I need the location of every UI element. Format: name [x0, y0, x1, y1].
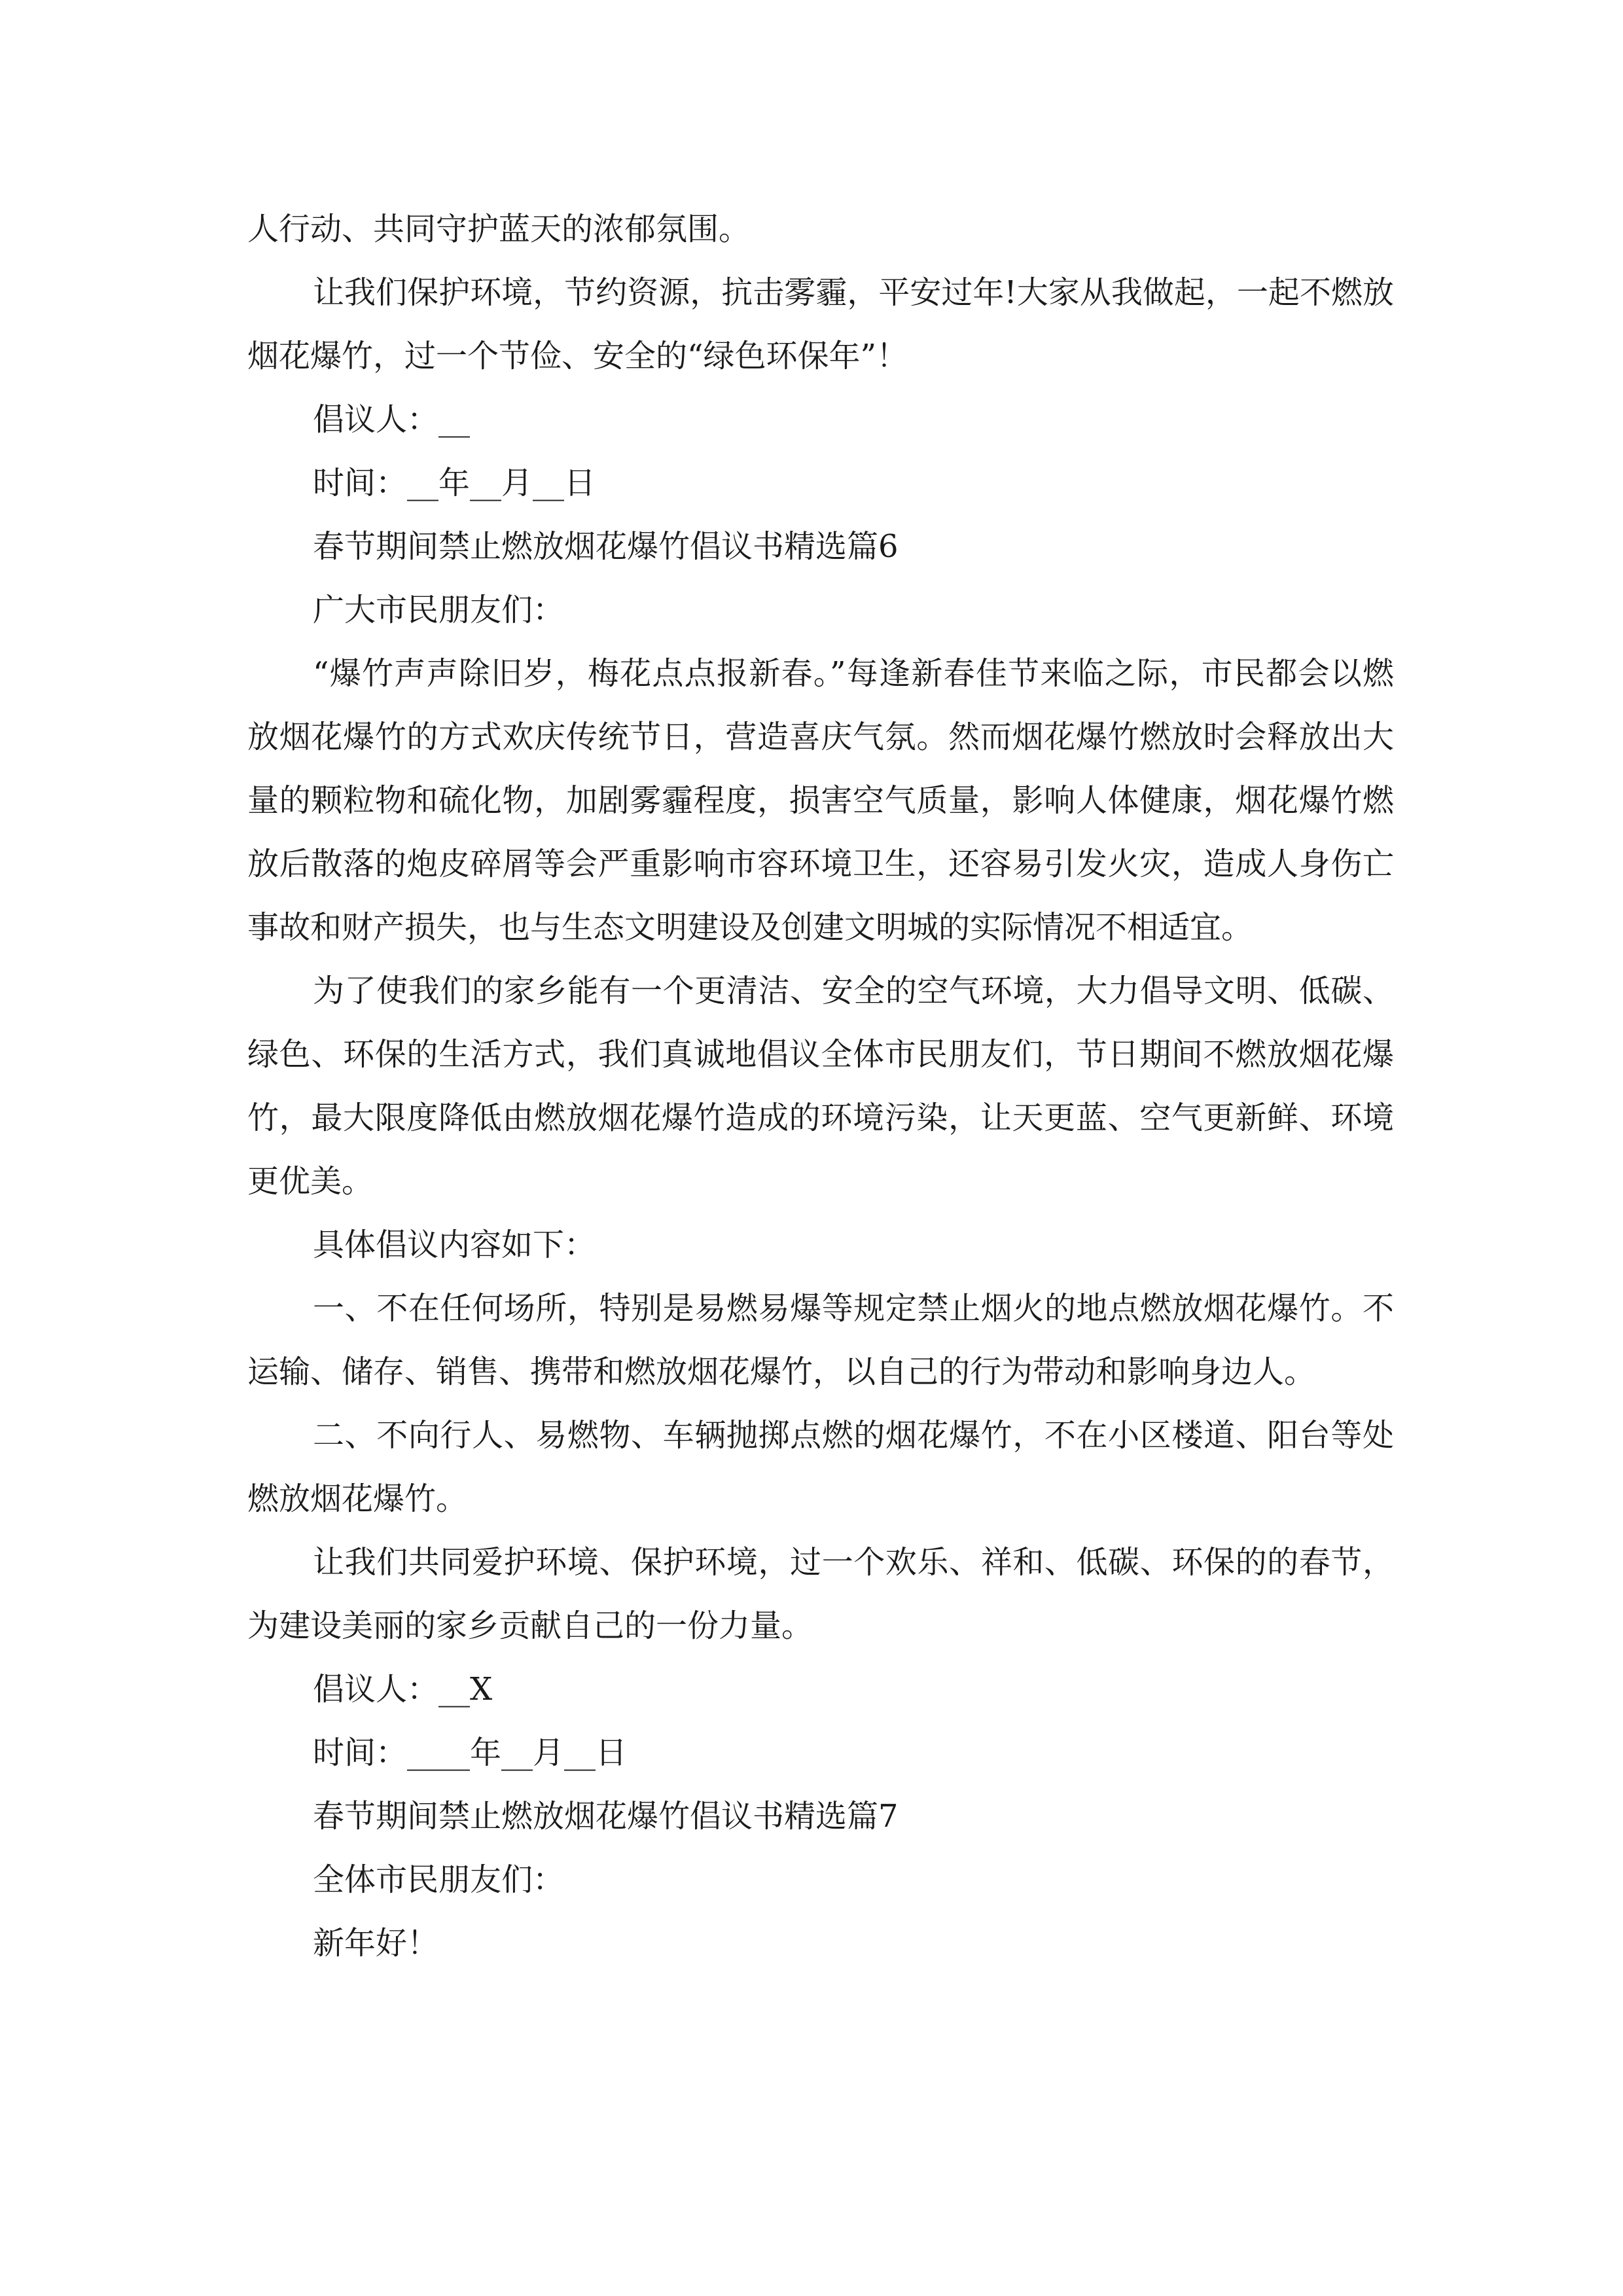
salutation-2: 全体市民朋友们：	[313, 1861, 565, 1898]
paragraph-closing-appeal: 让我们保护环境，节约资源，抗击雾霾，平安过年!大家从我做起，一起不燃放烟花爆竹，过一个节俭、安全的“绿色环保年”！	[247, 274, 1394, 374]
salutation: 广大市民朋友们：	[313, 592, 565, 628]
greeting: 新年好！	[313, 1925, 439, 1962]
section-heading-7: 春节期间禁止燃放烟花爆竹倡议书精选篇7	[313, 1798, 899, 1835]
paragraph-details-heading: 具体倡议内容如下：	[313, 1227, 596, 1263]
paragraph-item-1: 一、不在任何场所，特别是易燃易爆等规定禁止烟火的地点燃放烟花爆竹。不运输、储存、销售、携带和燃放烟花爆竹，以自己的行为带动和影响身边人。	[247, 1290, 1394, 1390]
paragraph-intro: “爆竹声声除旧岁，梅花点点报新春。”每逢新春佳节来临之际，市民都会以燃放烟花爆竹的方式欢庆传统节日，营造喜庆气氛。然而烟花爆竹燃放时会释放出大量的颗粒物和硫化物，加剧雾霾程度，损害空气质量，影响人体健康，烟花爆竹燃放后散落的炮皮碎屑等会严重影响市容环境卫生，还容易引发火灾，造成人身伤亡事故和财产损失，也与生态文明建设及创建文明城的实际情况不相适宜。	[247, 655, 1394, 946]
document-body	[247, 198, 1394, 1975]
section-heading-6: 春节期间禁止燃放烟花爆竹倡议书精选篇6	[313, 528, 899, 565]
signature-date: 时间：__年__月__日	[313, 465, 596, 501]
paragraph-proposal: 为了使我们的家乡能有一个更清洁、安全的空气环境，大力倡导文明、低碳、绿色、环保的生活方式，我们真诚地倡议全体市民朋友们，节日期间不燃放烟花爆竹，最大限度降低由燃放烟花爆竹造成的环境污染，让天更蓝、空气更新鲜、环境更优美。	[247, 973, 1394, 1200]
paragraph-closing: 让我们共同爱护环境、保护环境，过一个欢乐、祥和、低碳、环保的的春节，为建设美丽的家乡贡献自己的一份力量。	[247, 1544, 1394, 1644]
signature-date-2: 时间：____年__月__日	[313, 1734, 628, 1771]
paragraph-continuation: 人行动、共同守护蓝天的浓郁氛围。	[247, 211, 751, 247]
signature-initiator: 倡议人：__	[313, 401, 471, 438]
signature-initiator-2: 倡议人：__X	[313, 1671, 493, 1708]
paragraph-item-2: 二、不向行人、易燃物、车辆抛掷点燃的烟花爆竹，不在小区楼道、阳台等处燃放烟花爆竹。	[247, 1417, 1394, 1517]
